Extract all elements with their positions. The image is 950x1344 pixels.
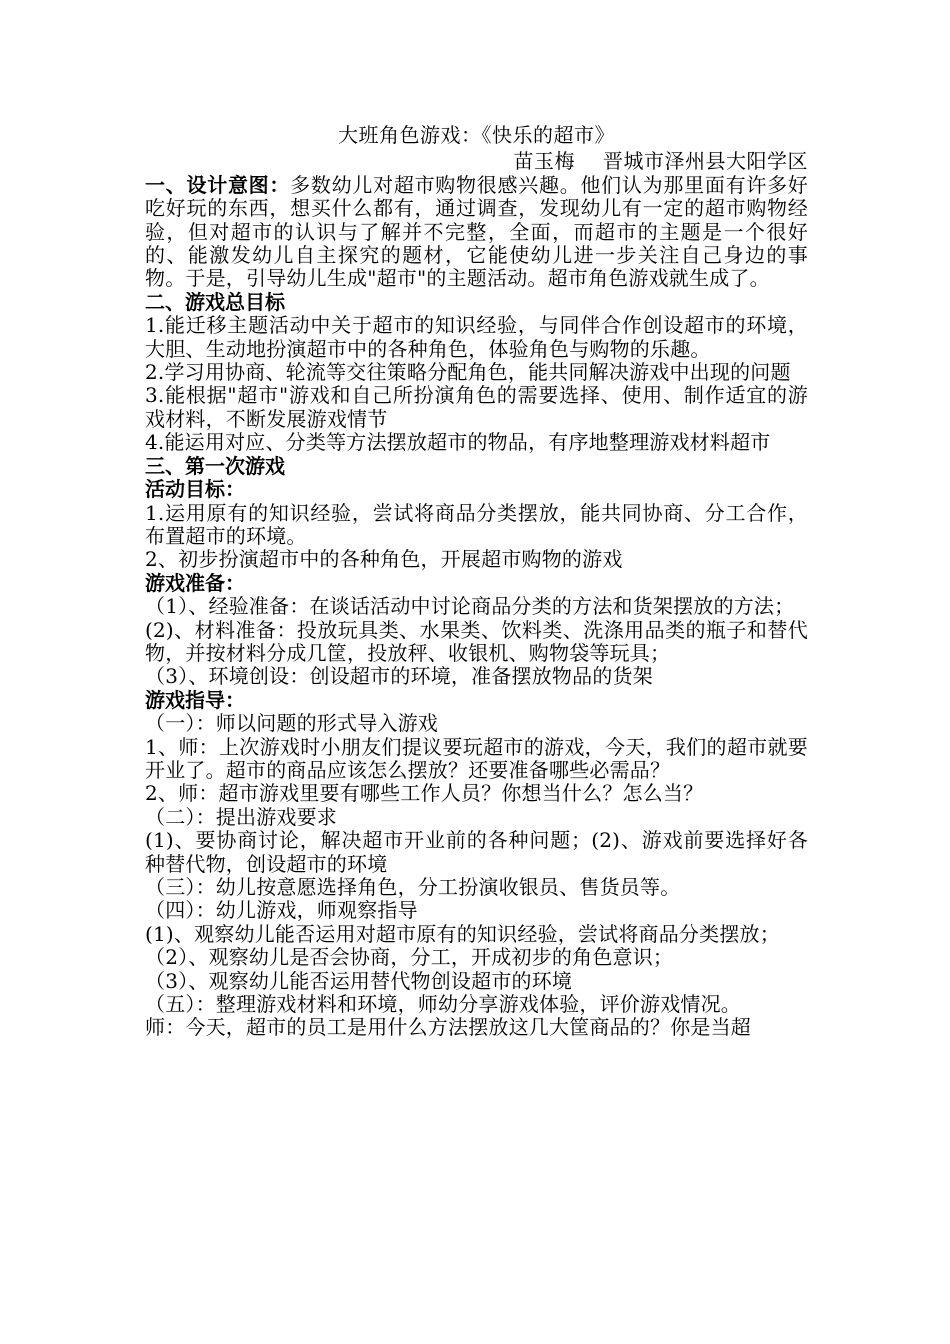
section1-paragraph [145, 174, 808, 291]
activity-goal-1: 1.运用原有的知识经验，尝试将商品分类摆放，能共同协商、分工合作，布置超市的环境。 [145, 500, 808, 548]
author-line [145, 150, 808, 173]
prep-item-3: （3）、环境创设：创设超市的环境，准备摆放物品的货架 [145, 664, 653, 689]
activity-goal-2: 2、初步扮演超市中的各种角色，开展超市购物的游戏 [145, 547, 623, 572]
guide-line-11: （五）：整理游戏材料和环境，师幼分享游戏体验，评价游戏情况。 [145, 992, 741, 1017]
section1-text: 多数幼儿对超市购物很感兴趣。他们认为那里面有许多好吃好玩的东西，想买什么都有，通过调查，发现幼儿有一定的超市购物经验，但对超市的认识与了解并不完整，全面，而超市的主题是一个很好的、能激发幼儿自主探究的题材，它能使幼儿进一步关注自己身边的事物。于是，引导幼儿生成"超市"的主题活动。超市角色游戏就生成了。 [145, 172, 809, 291]
author-name: 苗玉梅 [513, 149, 575, 174]
goal-item-2: 2.学习用协商、轮流等交往策略分配角色，能共同解决游戏中出现的问题 [145, 360, 791, 385]
guide-line-1: （一）：师以问题的形式导入游戏 [145, 711, 438, 736]
guide-line-7: （四）：幼儿游戏，师观察指导 [145, 898, 418, 923]
guide-line-4: （二）：提出游戏要求 [145, 804, 337, 829]
goal-item-3: 3.能根据"超市"游戏和自己所扮演角色的需要选择、使用、制作适宜的游戏材料，不断发展游戏情节 [145, 383, 808, 431]
author-org: 晋城市泽州县大阳学区 [603, 149, 808, 174]
guide-line-10: （3）、观察幼儿能否运用替代物创设超市的环境 [145, 968, 573, 993]
guide-line-8: (1)、观察幼儿能否运用对超市原有的知识经验，尝试将商品分类摆放； [145, 921, 780, 946]
guide-line-6: （三）：幼儿按意愿选择角色，分工扮演收银员、售货员等。 [145, 875, 681, 899]
prep-item-1: （1）、经验准备：在谈话活动中讨论商品分类的方法和货架摆放的方法； [145, 594, 795, 619]
game-guide-heading: 游戏指导： [145, 687, 245, 712]
game-prep-heading: 游戏准备： [145, 570, 245, 595]
section2-heading: 二、游戏总目标 [145, 289, 285, 314]
prep-item-2: (2)、材料准备：投放玩具类、水果类、饮料类、洗涤用品类的瓶子和替代物，并按材料分成几筐，投放秤、收银机、购物袋等玩具； [145, 617, 808, 665]
guide-line-9: （2）、观察幼儿是否会协商，分工，开成初步的角色意识； [145, 945, 674, 970]
activity-goals-heading: 活动目标： [145, 477, 245, 502]
guide-line-3: 2、师：超市游戏里要有哪些工作人员？你想当什么？怎么当？ [145, 781, 704, 806]
guide-line-5: (1)、要协商讨论，解决超市开业前的各种问题；(2)、游戏前要选择好各种替代物，创设超市的环境 [145, 828, 808, 876]
guide-line-12: 师：今天，超市的员工是用什么方法摆放这几大筐商品的？你是当超 [145, 1015, 751, 1040]
section1-heading: 一、设计意图： [145, 172, 291, 197]
goal-item-4: 4.能运用对应、分类等方法摆放超市的物品，有序地整理游戏材料超市 [145, 430, 771, 455]
goal-item-1: 1.能迁移主题活动中关于超市的知识经验，与同伴合作创设超市的环境，大胆、生动地扮演超市中的各种角色，体验角色与购物的乐趣。 [145, 313, 808, 361]
guide-line-2: 1、师：上次游戏时小朋友们提议要玩超市的游戏，今天，我们的超市就要开业了。超市的商品应该怎么摆放？还要准备哪些必需品？ [145, 734, 808, 782]
document-title: 大班角色游戏：《快乐的超市》 [338, 123, 615, 147]
section3-heading: 三、第一次游戏 [145, 453, 285, 478]
